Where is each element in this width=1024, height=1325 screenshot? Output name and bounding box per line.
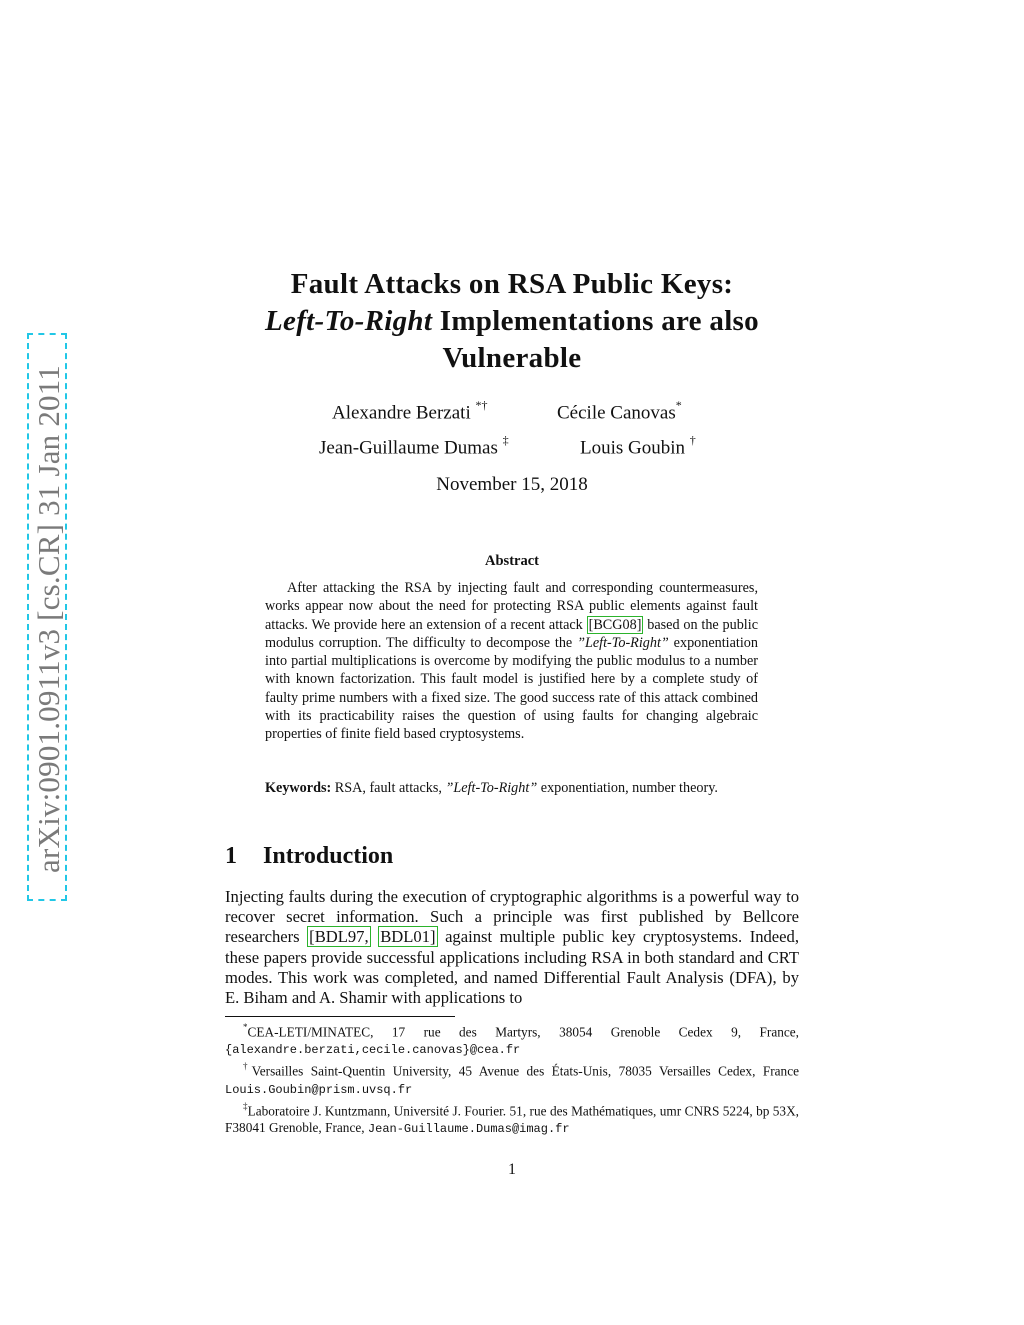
affiliation-marks: *† <box>475 398 488 412</box>
section-number: 1 <box>225 843 237 869</box>
footnote-1: *CEA-LETI/MINATEC, 17 rue des Martyrs, 38054 Grenoble Cedex 9, France, {alexandre.berzati,cecile.canovas}@cea.fr <box>225 1022 799 1058</box>
author-goubin: Louis Goubin † <box>580 433 696 459</box>
author-dumas: Jean-Guillaume Dumas ‡ <box>319 433 509 459</box>
title-line-2-rest: Implementations are also <box>432 305 759 337</box>
citation-link-bdl97[interactable]: [BDL97, <box>309 927 369 947</box>
affiliation-marks: † <box>689 433 696 447</box>
section-heading-introduction <box>225 843 393 870</box>
email-goubin: Louis.Goubin@prism.uvsq.fr <box>225 1082 413 1097</box>
title-italic-phrase: Left-To-Right <box>265 305 433 337</box>
arxiv-identifier-text: arXiv:0901.0911v3 [cs.CR] 31 Jan 2011 <box>31 365 66 873</box>
paper-title <box>200 266 824 377</box>
affiliation-marks: ‡ <box>502 433 509 447</box>
citation-link-bcg08[interactable]: [BCG08] <box>588 616 642 633</box>
author-canovas: Cécile Canovas* <box>557 398 682 424</box>
email-cea: {alexandre.berzati,cecile.canovas}@cea.fr <box>225 1043 521 1058</box>
author-berzati: Alexandre Berzati *† <box>332 398 488 424</box>
abstract-heading: Abstract <box>485 553 539 569</box>
title-line-2 <box>200 303 824 340</box>
abstract-text: After attacking the RSA by injecting fault and corresponding countermeasures, works appear now about the need for protecting RSA public elements against fault attacks. We provide here an extension of a recent attack [BCG08] based on the public modulus corruption. The difficulty to decompose the ”Left-To-Right” exponentiation into partial multiplications is overcome by modifying the public modulus to a number with known factorization. This fault model is justified here by a complete study of faulty prime numbers with a fixed size. The good success rate of this attack combined with its practicability raises the question of using faults for changing algebraic properties of finite field based cryptosystems. <box>265 580 758 743</box>
title-line-1: Fault Attacks on RSA Public Keys: <box>290 268 734 300</box>
citation-link-bdl01[interactable]: BDL01] <box>380 927 436 947</box>
page-number: 1 <box>508 1161 516 1178</box>
arxiv-identifier-stamp[interactable] <box>27 333 67 901</box>
footnote-3: ‡Laboratoire J. Kuntzmann, Université J. Fourier. 51, rue des Mathématiques, umr CNRS 5224, bp 53X, F38041 Grenoble, France, Jean-Guillaume.Dumas@imag.fr <box>225 1100 800 1137</box>
paper-date: November 15, 2018 <box>436 474 588 495</box>
title-line-3: Vulnerable <box>442 342 582 374</box>
footnote-2: †Versailles Saint-Quentin University, 45 Avenue des États-Unis, 78035 Versailles Cedex, France Louis.Goubin@prism.uvsq.fr <box>225 1061 799 1097</box>
affiliation-marks: * <box>675 398 682 412</box>
keywords-label: Keywords: <box>265 780 332 796</box>
footnotes <box>225 1020 799 1138</box>
introduction-paragraph: Injecting faults during the execution of cryptographic algorithms is a powerful way to recover secret information. Such a principle was first published by Bellcore researchers [BDL97, BDL01] against multiple public key cryptosystems. Indeed, these papers provide successful applications including RSA in both standard and CRT modes. This work was completed, and named Differential Fault Analysis (DFA), by E. Biham and A. Shamir with applications to <box>225 887 799 1008</box>
footnote-divider <box>225 1016 455 1017</box>
keywords: Keywords: RSA, fault attacks, ”Left-To-Right” exponentiation, number theory. <box>265 780 718 796</box>
section-title: Introduction <box>263 843 394 869</box>
email-dumas: Jean-Guillaume.Dumas@imag.fr <box>367 1122 570 1137</box>
